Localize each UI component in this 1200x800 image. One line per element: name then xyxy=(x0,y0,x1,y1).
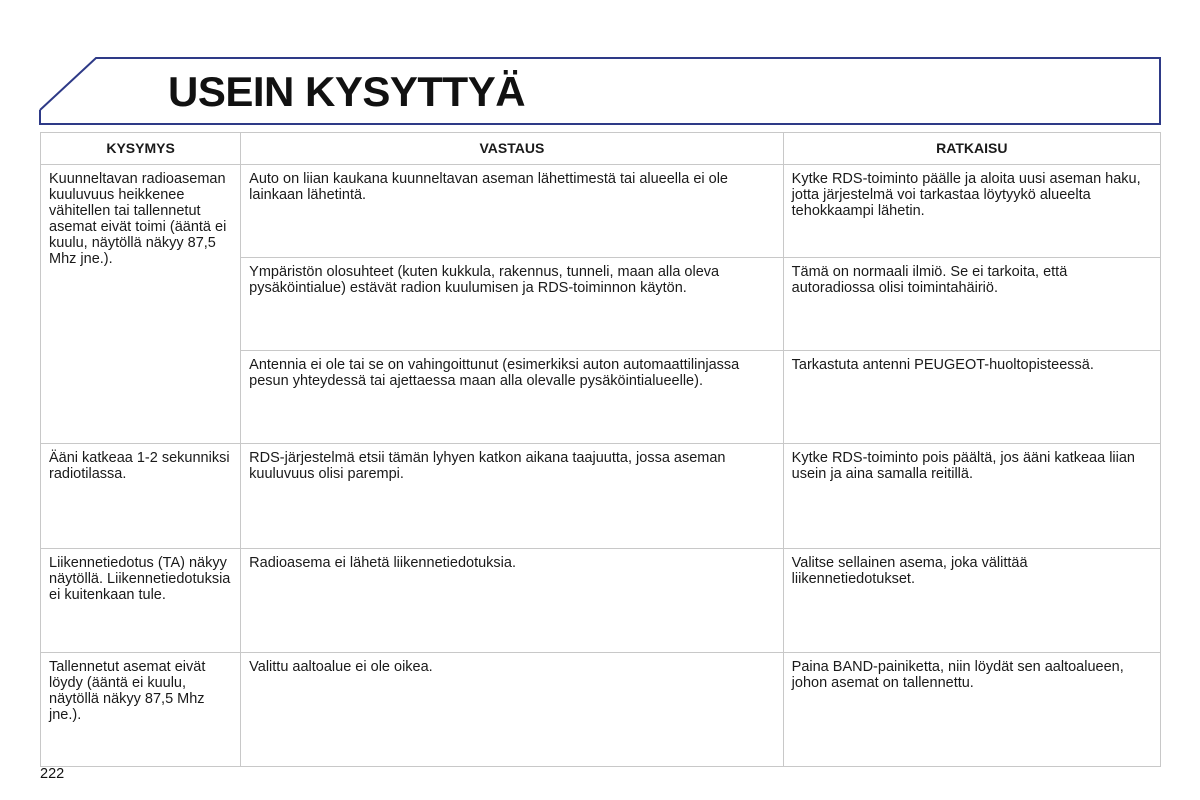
answer-cell: Radioasema ei lähetä liikennetiedotuksia. xyxy=(241,549,783,653)
solution-cell: Valitse sellainen asema, joka välittää liikennetiedotukset. xyxy=(783,549,1160,653)
answer-cell: Antennia ei ole tai se on vahingoittunut (esimerkiksi auton automaattilinjassa pesun yhteydessä tai ajettaessa maan alla olevalle pysäköintialueelle). xyxy=(241,351,783,444)
solution-cell: Tarkastuta antenni PEUGEOT-huoltopisteessä. xyxy=(783,351,1160,444)
table-row xyxy=(41,165,1161,258)
header-solution: RATKAISU xyxy=(783,133,1160,165)
faq-table xyxy=(40,132,1161,767)
answer-cell: Valittu aaltoalue ei ole oikea. xyxy=(241,653,783,767)
solution-cell: Kytke RDS-toiminto pois päältä, jos ääni katkeaa liian usein ja aina samalla reitillä. xyxy=(783,444,1160,549)
table-row xyxy=(41,549,1161,653)
table-header-row xyxy=(41,133,1161,165)
header-question: KYSYMYS xyxy=(41,133,241,165)
table-row xyxy=(41,653,1161,767)
page-title: USEIN KYSYTTYÄ xyxy=(168,68,526,115)
solution-cell: Tämä on normaali ilmiö. Se ei tarkoita, että autoradiossa olisi toimintahäiriö. xyxy=(783,258,1160,351)
answer-cell: Ympäristön olosuhteet (kuten kukkula, rakennus, tunneli, maan alla oleva pysäköintialue) estävät radion kuulumisen ja RDS-toiminnon käytön. xyxy=(241,258,783,351)
header-answer: VASTAUS xyxy=(241,133,783,165)
solution-cell: Paina BAND-painiketta, niin löydät sen aaltoalueen, johon asemat on tallennettu. xyxy=(783,653,1160,767)
table-row xyxy=(41,444,1161,549)
answer-cell: RDS-järjestelmä etsii tämän lyhyen katkon aikana taajuutta, jossa aseman kuuluvuus olisi parempi. xyxy=(241,444,783,549)
solution-cell: Kytke RDS-toiminto päälle ja aloita uusi aseman haku, jotta järjestelmä voi tarkastaa löytyykö alueelta tehokkaampi lähetin. xyxy=(783,165,1160,258)
question-cell: Tallennetut asemat eivät löydy (ääntä ei kuulu, näytöllä näkyy 87,5 Mhz jne.). xyxy=(41,653,241,767)
question-cell: Kuunneltavan radioaseman kuuluvuus heikkenee vähitellen tai tallennetut asemat eivät toimi (ääntä ei kuulu, näytöllä näkyy 87,5 Mhz jne.). xyxy=(41,165,241,444)
answer-cell: Auto on liian kaukana kuunneltavan aseman lähettimestä tai alueella ei ole lainkaan lähetintä. xyxy=(241,165,783,258)
question-cell: Ääni katkeaa 1-2 sekunniksi radiotilassa. xyxy=(41,444,241,549)
question-cell: Liikennetiedotus (TA) näkyy näytöllä. Liikennetiedotuksia ei kuitenkaan tule. xyxy=(41,549,241,653)
page-number: 222 xyxy=(40,766,65,782)
